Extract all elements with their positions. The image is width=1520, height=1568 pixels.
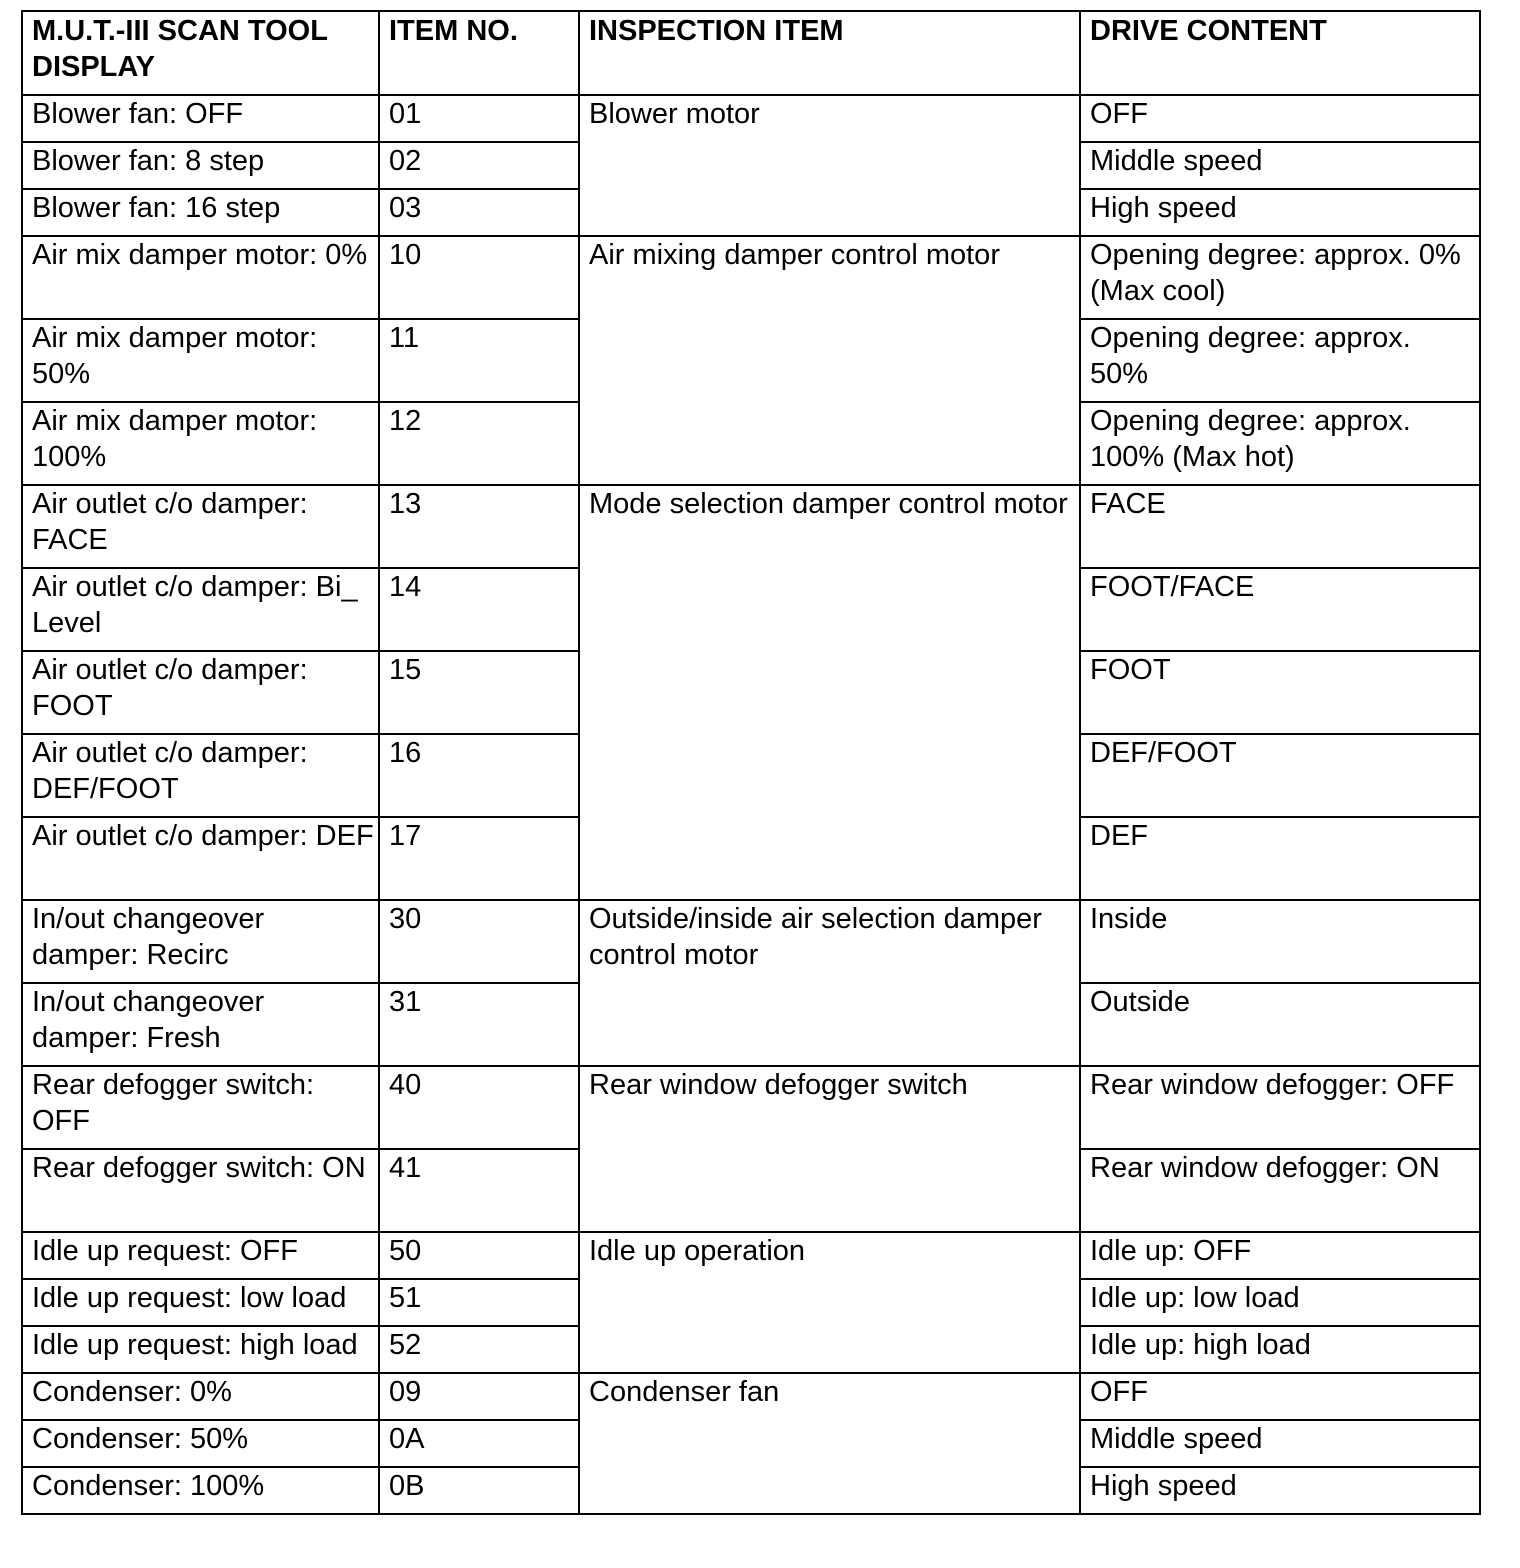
drive-content-cell: Opening degree: approx. 50% (1080, 319, 1480, 402)
table-row (22, 236, 1480, 319)
display-cell: Idle up request: low load (22, 1279, 379, 1326)
display-cell: In/out changeover damper: Fresh (22, 983, 379, 1066)
inspection-item-cell: Rear window defogger switch (579, 1066, 1080, 1232)
item-no-cell: 0A (379, 1420, 579, 1467)
table-row (22, 1373, 1480, 1420)
drive-content-cell: Middle speed (1080, 142, 1480, 189)
inspection-item-cell: Blower motor (579, 95, 1080, 236)
display-cell: Idle up request: high load (22, 1326, 379, 1373)
drive-content-cell: Idle up: low load (1080, 1279, 1480, 1326)
item-no-cell: 13 (379, 485, 579, 568)
inspection-item-cell: Air mixing damper control motor (579, 236, 1080, 485)
display-cell: Idle up request: OFF (22, 1232, 379, 1279)
actuator-test-table (21, 10, 1481, 1515)
drive-content-cell: FOOT (1080, 651, 1480, 734)
drive-content-cell: FOOT/FACE (1080, 568, 1480, 651)
item-no-cell: 41 (379, 1149, 579, 1232)
item-no-cell: 10 (379, 236, 579, 319)
drive-content-cell: Idle up: OFF (1080, 1232, 1480, 1279)
display-cell: Condenser: 50% (22, 1420, 379, 1467)
item-no-cell: 17 (379, 817, 579, 900)
drive-content-cell: Opening degree: approx. 100% (Max hot) (1080, 402, 1480, 485)
drive-content-cell: High speed (1080, 189, 1480, 236)
inspection-item-cell: Condenser fan (579, 1373, 1080, 1514)
drive-content-cell: Opening degree: approx. 0% (Max cool) (1080, 236, 1480, 319)
header-inspection-item: INSPECTION ITEM (579, 11, 1080, 95)
header-item-no: ITEM NO. (379, 11, 579, 95)
header-row (22, 11, 1480, 95)
item-no-cell: 02 (379, 142, 579, 189)
display-cell: Air mix damper motor: 100% (22, 402, 379, 485)
drive-content-cell: Rear window defogger: ON (1080, 1149, 1480, 1232)
item-no-cell: 30 (379, 900, 579, 983)
display-cell: Air outlet c/o damper: FACE (22, 485, 379, 568)
display-cell: In/out changeover damper: Recirc (22, 900, 379, 983)
item-no-cell: 11 (379, 319, 579, 402)
display-cell: Air outlet c/o damper: DEF (22, 817, 379, 900)
header-display: M.U.T.-III SCAN TOOL DISPLAY (22, 11, 379, 95)
drive-content-cell: OFF (1080, 1373, 1480, 1420)
item-no-cell: 40 (379, 1066, 579, 1149)
drive-content-cell: Idle up: high load (1080, 1326, 1480, 1373)
drive-content-cell: Outside (1080, 983, 1480, 1066)
item-no-cell: 15 (379, 651, 579, 734)
drive-content-cell: OFF (1080, 95, 1480, 142)
display-cell: Condenser: 100% (22, 1467, 379, 1514)
item-no-cell: 31 (379, 983, 579, 1066)
header-drive-content: DRIVE CONTENT (1080, 11, 1480, 95)
item-no-cell: 14 (379, 568, 579, 651)
drive-content-cell: DEF (1080, 817, 1480, 900)
table-row (22, 95, 1480, 142)
drive-content-cell: High speed (1080, 1467, 1480, 1514)
table-row (22, 1066, 1480, 1149)
item-no-cell: 51 (379, 1279, 579, 1326)
item-no-cell: 12 (379, 402, 579, 485)
item-no-cell: 01 (379, 95, 579, 142)
display-cell: Air outlet c/o damper: FOOT (22, 651, 379, 734)
table-row (22, 900, 1480, 983)
drive-content-cell: DEF/FOOT (1080, 734, 1480, 817)
display-cell: Air mix damper motor: 0% (22, 236, 379, 319)
display-cell: Blower fan: 8 step (22, 142, 379, 189)
drive-content-cell: FACE (1080, 485, 1480, 568)
item-no-cell: 0B (379, 1467, 579, 1514)
item-no-cell: 52 (379, 1326, 579, 1373)
display-cell: Air outlet c/o damper: DEF/FOOT (22, 734, 379, 817)
inspection-item-cell: Mode selection damper control motor (579, 485, 1080, 900)
item-no-cell: 03 (379, 189, 579, 236)
drive-content-cell: Middle speed (1080, 1420, 1480, 1467)
display-cell: Air outlet c/o damper: Bi_ Level (22, 568, 379, 651)
display-cell: Rear defogger switch: ON (22, 1149, 379, 1232)
inspection-item-cell: Outside/inside air selection damper control motor (579, 900, 1080, 1066)
item-no-cell: 16 (379, 734, 579, 817)
table-row (22, 1232, 1480, 1279)
table-row (22, 485, 1480, 568)
drive-content-cell: Inside (1080, 900, 1480, 983)
drive-content-cell: Rear window defogger: OFF (1080, 1066, 1480, 1149)
display-cell: Condenser: 0% (22, 1373, 379, 1420)
item-no-cell: 09 (379, 1373, 579, 1420)
display-cell: Rear defogger switch: OFF (22, 1066, 379, 1149)
display-cell: Blower fan: OFF (22, 95, 379, 142)
inspection-item-cell: Idle up operation (579, 1232, 1080, 1373)
display-cell: Air mix damper motor: 50% (22, 319, 379, 402)
display-cell: Blower fan: 16 step (22, 189, 379, 236)
item-no-cell: 50 (379, 1232, 579, 1279)
